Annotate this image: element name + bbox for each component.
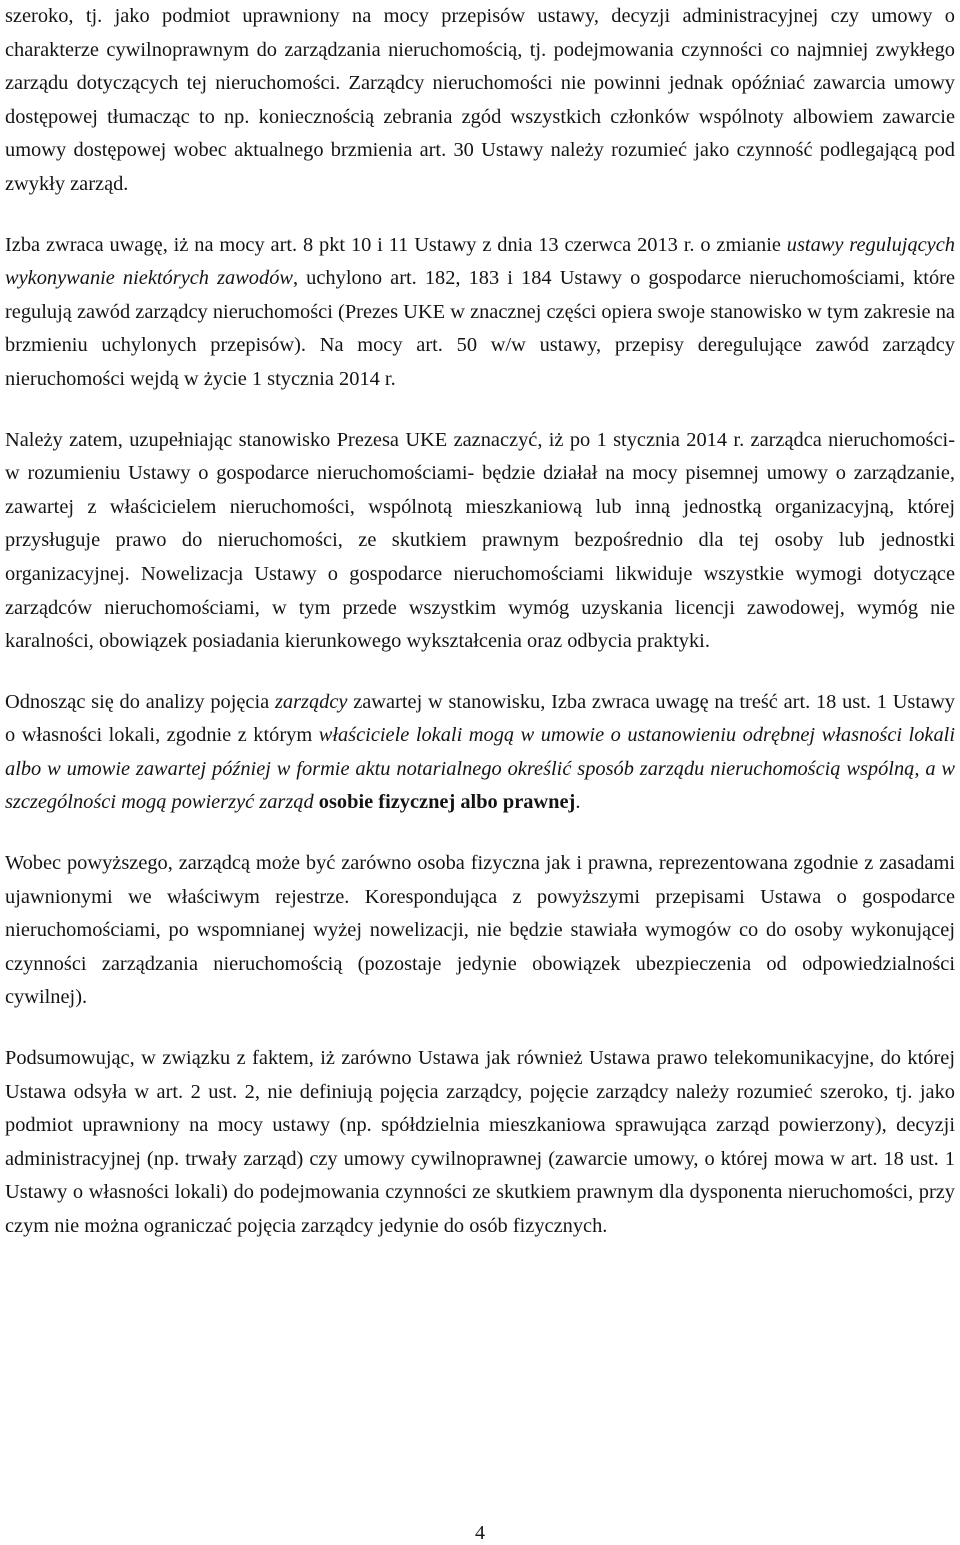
- text-segment: Odnosząc się do analizy pojęcia: [5, 690, 275, 713]
- italic-text-segment: zarządcy: [274, 690, 348, 713]
- bold-text-segment: osobie fizycznej albo prawnej: [318, 791, 576, 814]
- paragraph-spacer: [5, 202, 955, 229]
- italic-text-segment: właściciele lokali mogą w umowie o ustanowieniu odrębnej własności lokali albo w umowie zawartej później w formie aktu notarialnego określić sposób zarządu nieruchomością wspólną, a w szczególności mogą powierzyć zarząd: [5, 724, 955, 814]
- text-segment: zawartej w stanowisku, Izba zwraca uwagę na treść art. 18 ust. 1 Ustawy o własności lokali, zgodnie z którym: [5, 690, 955, 747]
- text-segment: Wobec powyższego, zarządcą może być zarówno osoba fizyczna jak i prawna, reprezentowana zgodnie z zasadami ujawnionymi we właściwym rejestrze. Korespondująca z powyższymi przepisami Ustawa o gospodarce nieruchomościami, po wspomnianej wyżej nowelizacji, nie będzie stawiała wymogów co do osoby wykonującej czynności zarządzania nieruchomością (pozostaje jedynie obowiązek ubezpieczenia od odpowiedzialności cywilnej).: [5, 852, 955, 1009]
- paragraph-spacer: [5, 820, 955, 847]
- paragraph-1: [5, 0, 955, 202]
- paragraph-spacer: [5, 659, 955, 686]
- paragraph-3: [5, 424, 955, 659]
- document-body: [5, 0, 955, 1244]
- text-segment: Należy zatem, uzupełniając stanowisko Prezesa UKE zaznaczyć, iż po 1 stycznia 2014 r. zarządca nieruchomości- w rozumieniu Ustawy o gospodarce nieruchomościami- będzie działał na mocy pisemnej umowy o zarządzanie, zawartej z właścicielem nieruchomości, wspólnotą mieszkaniową lub inną jednostką organizacyjną, której przysługuje prawo do nieruchomości, ze skutkiem prawnym bezpośrednio dla tej osoby lub jednostki organizacyjnej. Nowelizacja Ustawy o gospodarce nieruchomościami likwiduje wszystkie wymogi dotyczące zarządców nieruchomościami, w tym przede wszystkim wymóg uzyskania licencji zawodowej, wymóg nie karalności, obowiązek posiadania kierunkowego wykształcenia oraz odbycia praktyki.: [5, 428, 955, 653]
- text-segment: Izba zwraca uwagę, iż na mocy art. 8 pkt 10 i 11 Ustawy z dnia 13 czerwca 2013 r. o zmianie: [5, 233, 787, 256]
- paragraph-6: [5, 1042, 955, 1244]
- paragraph-spacer: [5, 1015, 955, 1042]
- text-segment: .: [575, 791, 581, 814]
- text-segment: szeroko, tj. jako podmiot uprawniony na mocy przepisów ustawy, decyzji administracyjnej czy umowy o charakterze cywilnoprawnym do zarządzania nieruchomością, tj. podejmowania czynności co najmniej zwykłego zarządu dotyczących tej nieruchomości. Zarządcy nieruchomości nie powinni jednak opóźniać zawarcia umowy dostępowej tłumacząc to np. koniecznością zebrania zgód wszystkich członków wspólnoty albowiem zawarcie umowy dostępowej wobec aktualnego brzmienia art. 30 Ustawy należy rozumieć jako czynność podlegającą pod zwykły zarząd.: [5, 5, 955, 195]
- paragraph-spacer: [5, 397, 955, 424]
- text-segment: , uchylono art. 182, 183 i 184 Ustawy o gospodarce nieruchomościami, które regulują zawód zarządcy nieruchomości (Prezes UKE w znacznej części opiera swoje stanowisko w tym zakresie na brzmieniu uchylonych przepisów). Na mocy art. 50 w/w ustawy, przepisy deregulujące zawód zarządcy nieruchomości wejdą w życie 1 stycznia 2014 r.: [5, 267, 955, 390]
- italic-text-segment: ustawy regulujących wykonywanie niektórych zawodów: [5, 233, 955, 290]
- paragraph-4: [5, 686, 955, 820]
- paragraph-5: [5, 847, 955, 1015]
- page-number: 4: [475, 1522, 485, 1544]
- text-segment: Podsumowując, w związku z faktem, iż zarówno Ustawa jak również Ustawa prawo telekomunikacyjne, do której Ustawa odsyła w art. 2 ust. 2, nie definiują pojęcia zarządcy, pojęcie zarządcy należy rozumieć szeroko, tj. jako podmiot uprawniony na mocy ustawy (np. spółdzielnia mieszkaniowa sprawująca zarząd powierzony), decyzji administracyjnej (np. trwały zarząd) czy umowy cywilnoprawnej (zawarcie umowy, o której mowa w art. 18 ust. 1 Ustawy o własności lokali) do podejmowania czynności ze skutkiem prawnym dla dysponenta nieruchomości, przy czym nie można ograniczać pojęcia zarządcy jedynie do osób fizycznych.: [5, 1047, 955, 1237]
- paragraph-2: [5, 229, 955, 397]
